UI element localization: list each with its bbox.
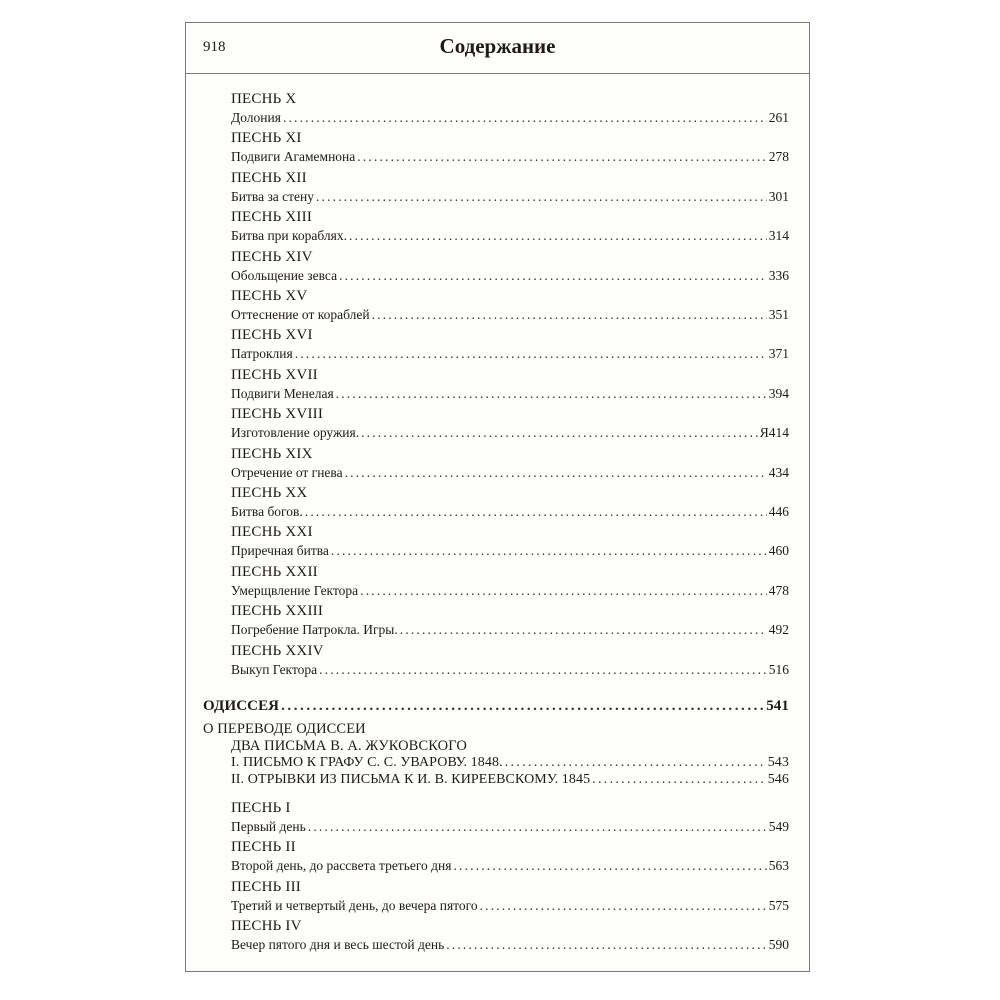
canto-heading: ПЕСНЬ XIII (231, 209, 313, 226)
toc-entry[interactable] (231, 818, 789, 835)
toc-entry-title: Долония (231, 110, 281, 125)
toc-entry-page: 546 (767, 772, 789, 787)
canto-heading: ПЕСНЬ XXIV (231, 642, 324, 659)
toc-entry[interactable] (231, 621, 789, 638)
page-number: 918 (203, 39, 226, 55)
dot-leader (345, 464, 767, 481)
canto-heading: ПЕСНЬ XVI (231, 327, 313, 344)
toc-entry-page: 394 (768, 385, 789, 401)
canto-heading: ПЕСНЬ XVII (231, 366, 318, 383)
toc-entry-page: Я414 (759, 425, 789, 441)
dot-leader (331, 542, 767, 559)
toc-entry[interactable] (231, 267, 789, 284)
toc-entry-page: 543 (767, 755, 789, 770)
canto-heading: ПЕСНЬ XX (231, 485, 308, 501)
toc-entry-title: Битва при кораблях. (231, 228, 347, 244)
dot-leader (400, 621, 767, 638)
toc-entry-page: 492 (768, 622, 789, 638)
toc-entry-page: 301 (768, 188, 789, 204)
toc-entry-title: Изготовление оружия. (231, 425, 360, 441)
toc-entry-title: Третий и четвертый день, до вечера пятого (231, 897, 478, 913)
toc-entry-page: 541 (766, 698, 789, 714)
toc-entry-title: Второй день, до рассвета третьего дня (231, 858, 452, 874)
toc-entry-title: Битва богов. (231, 504, 303, 519)
toc-entry[interactable] (231, 661, 789, 678)
dot-leader (316, 188, 767, 205)
dot-leader (592, 771, 766, 788)
toc-entry-title: Подвиги Менелая (231, 385, 334, 401)
toc-entry[interactable] (231, 345, 789, 362)
toc-entry-title: Вечер пятого дня и весь шестой день (231, 937, 445, 953)
toc-entry[interactable] (231, 857, 789, 874)
toc-entry[interactable] (231, 897, 789, 914)
toc-entry-page: 460 (768, 543, 789, 559)
toc-entry-page: 563 (768, 858, 789, 874)
toc-entry-title: Приречная битва (231, 543, 329, 559)
toc-entry-title: Умерщвление Гектора (231, 582, 359, 598)
page-title: Содержание (439, 34, 556, 58)
toc-entry-page: 478 (768, 582, 789, 598)
toc-entry-title: Подвиги Агамемнона (231, 149, 356, 165)
toc-entry-title: Оттеснение от кораблей (231, 307, 370, 322)
canto-heading: ПЕСНЬ XXII (231, 563, 318, 580)
dot-leader (357, 148, 766, 165)
toc-entry-page: 261 (768, 110, 789, 125)
toc-entry-page: 336 (768, 267, 789, 283)
toc-entry-page: 371 (768, 346, 789, 362)
toc-entry-page: 351 (768, 307, 789, 322)
toc-entry[interactable] (231, 148, 789, 165)
letter-entry[interactable] (231, 771, 789, 788)
dot-leader (360, 582, 767, 599)
page-frame (185, 22, 810, 972)
toc-entry[interactable] (231, 109, 789, 126)
canto-heading: ПЕСНЬ XII (231, 169, 307, 186)
canto-heading: ПЕСНЬ XIV (231, 248, 313, 265)
toc-entry-page: 575 (768, 897, 789, 913)
page-header (186, 23, 809, 74)
dot-leader (372, 306, 767, 323)
toc-entry[interactable] (231, 542, 789, 559)
dot-leader (505, 754, 766, 771)
toc-entry-title: ОДИССЕЯ (203, 698, 280, 714)
dot-leader (454, 857, 767, 874)
dot-leader (283, 109, 767, 126)
toc-entry[interactable] (231, 424, 789, 441)
toc-entry-page: 434 (768, 464, 789, 480)
toc-entry-page: 278 (768, 149, 789, 165)
toc-entry-page: 516 (768, 661, 789, 677)
dot-leader (480, 897, 767, 914)
toc-entry[interactable] (231, 385, 789, 402)
toc-entry[interactable] (231, 227, 789, 244)
dot-leader (295, 345, 767, 362)
dot-leader (446, 936, 766, 953)
dot-leader (305, 503, 767, 520)
toc-entry-title: Патроклия (231, 346, 293, 362)
dot-leader (361, 424, 758, 441)
toc-entry-title: Первый день (231, 819, 306, 834)
toc-entry-title: Обольщение зевса (231, 267, 338, 283)
canto-heading: ПЕСНЬ XVIII (231, 406, 324, 423)
dot-leader (336, 385, 767, 402)
dot-leader (281, 698, 764, 715)
dot-leader (349, 227, 767, 244)
toc-entry-title: Погребение Патрокла. Игры. (231, 622, 398, 638)
toc-entry-page: 590 (768, 937, 789, 953)
dot-leader (319, 661, 767, 678)
canto-heading: ПЕСНЬ IV (231, 918, 302, 935)
toc-entry-page: 549 (768, 819, 789, 834)
canto-heading: ПЕСНЬ XXI (231, 524, 313, 541)
toc-entry-title: Отречение от гнева (231, 464, 343, 480)
toc-entry-page: 314 (768, 228, 789, 244)
letters-heading: ДВА ПИСЬМА В. А. ЖУКОВСКОГО (231, 738, 467, 754)
toc-entry-title: II. ОТРЫВКИ ИЗ ПИСЬМА К И. В. КИРЕЕВСКОМУ. 1845 (231, 772, 591, 787)
dot-leader (339, 267, 767, 284)
canto-heading: ПЕСНЬ II (231, 839, 296, 856)
canto-heading: ПЕСНЬ III (231, 878, 301, 895)
canto-heading: ПЕСНЬ XIX (231, 445, 313, 462)
dot-leader (308, 818, 767, 835)
toc-entry[interactable] (231, 582, 789, 599)
toc-entry-title: Битва за стену (231, 188, 314, 204)
canto-heading: ПЕСНЬ I (231, 800, 291, 816)
translation-heading: О ПЕРЕВОДЕ ОДИССЕИ (203, 721, 366, 737)
canto-heading: ПЕСНЬ XI (231, 130, 302, 147)
canto-heading: ПЕСНЬ X (231, 91, 297, 107)
toc-entry[interactable] (231, 306, 789, 323)
canto-heading: ПЕСНЬ XV (231, 288, 308, 304)
toc-entry[interactable] (231, 936, 789, 953)
toc-entry-page: 446 (768, 504, 789, 519)
toc-entry[interactable] (231, 188, 789, 205)
canto-heading: ПЕСНЬ XXIII (231, 603, 324, 620)
letter-entry[interactable] (231, 754, 789, 771)
toc-entry-title: I. ПИСЬМО К ГРАФУ С. С. УВАРОВУ. 1848. (231, 755, 503, 770)
toc-entry-title: Выкуп Гектора (231, 661, 318, 677)
toc-entry[interactable] (231, 464, 789, 481)
toc-entry[interactable] (231, 503, 789, 520)
odyssey-entry[interactable] (203, 698, 789, 715)
